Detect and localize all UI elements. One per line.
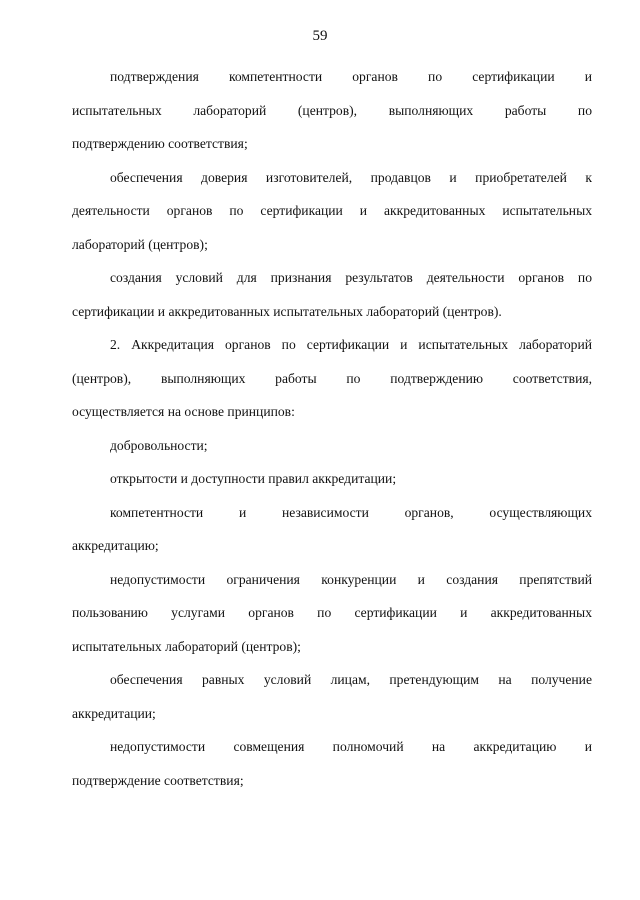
text-line: открытости и доступности правил аккредитации; (110, 471, 397, 486)
text-line: добровольности; (110, 437, 208, 453)
paragraph (72, 730, 592, 797)
text-line: обеспечения равных условий лицам, претендующим на получение (110, 672, 592, 687)
text-line: подтверждения компетентности органов по сертификации и (110, 69, 592, 84)
text-line: аккредитацию; (72, 538, 159, 553)
text-line: осуществляется на основе принципов: (72, 404, 295, 419)
text-line: аккредитации; (72, 705, 156, 721)
text-line: создания условий для признания результатов деятельности органов по (110, 270, 592, 285)
text-line: 2. Аккредитация органов по сертификации и испытательных лабораторий (110, 337, 592, 352)
text-line: сертификации и аккредитованных испытательных лабораторий (центров). (72, 303, 502, 319)
paragraph (72, 496, 592, 563)
paragraph (72, 328, 592, 429)
text-line: испытательных лабораторий (центров); (72, 638, 301, 654)
text-line: пользованию услугами органов по сертификации и аккредитованных (72, 605, 592, 620)
paragraph (72, 563, 592, 664)
text-line: испытательных лабораторий (центров), выполняющих работы по (72, 102, 592, 118)
page-number: 59 (312, 28, 328, 44)
text-line: лабораторий (центров); (72, 236, 208, 252)
text-line: подтверждение соответствия; (72, 772, 244, 788)
paragraph (72, 663, 592, 730)
text-line: обеспечения доверия изготовителей, продавцов и приобретателей к (110, 169, 592, 185)
text-line: недопустимости ограничения конкуренции и создания препятствий (110, 571, 592, 587)
text-line: (центров), выполняющих работы по подтверждению соответствия, (72, 370, 592, 386)
paragraph (72, 60, 592, 161)
text-line: недопустимости совмещения полномочий на аккредитацию и (110, 739, 592, 754)
paragraph (72, 429, 592, 463)
text-line: деятельности органов по сертификации и аккредитованных испытательных (72, 203, 592, 218)
paragraph (72, 261, 592, 328)
text-line: компетентности и независимости органов, осуществляющих (110, 504, 592, 520)
paragraph (72, 462, 592, 496)
paragraph (72, 161, 592, 262)
text-line: подтверждению соответствия; (72, 136, 248, 151)
document-body (72, 60, 592, 797)
